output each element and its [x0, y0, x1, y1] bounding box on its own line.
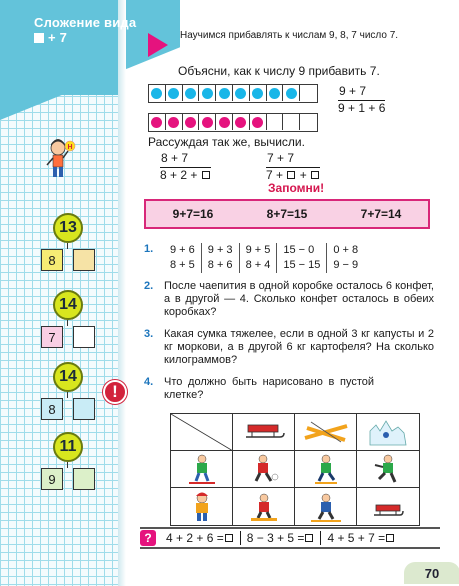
tree-top: 14 — [53, 290, 83, 320]
explain-text: Объясни, как к числу 9 прибавить 7. — [178, 64, 380, 78]
puzzle-cell — [233, 414, 295, 451]
calc-example-1 — [160, 151, 211, 183]
tree-stem — [67, 462, 68, 468]
number-tree-1 — [37, 213, 97, 273]
bead-icon — [202, 117, 213, 128]
snow-castle-icon — [366, 417, 410, 447]
answer-box — [305, 534, 313, 542]
calc-example-bottom: 8 + 2 + — [160, 168, 211, 183]
bead-cell — [199, 85, 216, 101]
bead-cell — [216, 114, 233, 130]
answer-box — [202, 171, 210, 179]
bead-icon — [168, 88, 179, 99]
calc-example-bottom: 7 + + — [266, 168, 320, 183]
bead-icon — [185, 88, 196, 99]
bottom-rule — [140, 547, 440, 549]
task-1-columns — [164, 243, 364, 273]
bead-cell — [300, 114, 317, 130]
task-1-column: 9 + 3 8 + 6 — [202, 243, 240, 273]
calc-prompt: Рассуждая так же, вычисли. — [148, 135, 305, 149]
puzzle-cell — [357, 451, 419, 488]
question-icon: ? — [140, 530, 156, 546]
section-subtitle — [34, 30, 136, 45]
puzzle-cell — [357, 414, 419, 451]
bead-icon — [269, 88, 280, 99]
bead-cell — [300, 85, 317, 101]
bottom-expression: 8 − 3 + 5 = — [241, 531, 322, 545]
skiing-kid-icon — [309, 491, 343, 523]
triangle-marker-icon — [148, 33, 168, 57]
puzzle-cell — [295, 414, 357, 451]
boy-icon — [187, 491, 217, 523]
task-text: Какая сумка тяжелее, если в одной 3 кг капусты и 2 кг моркови, а в другой 6 кг картофеля? На сколько килограммов? — [164, 328, 434, 366]
example-main — [338, 84, 385, 116]
task-1-column: 9 + 5 8 + 4 — [240, 243, 278, 273]
bead-cell — [233, 85, 250, 101]
task-1-column: 15 − 0 15 − 15 — [277, 243, 327, 273]
puzzle-cell — [233, 488, 295, 525]
puzzle-cell — [171, 488, 233, 525]
bead-cell — [233, 114, 250, 130]
bead-cell — [267, 114, 284, 130]
bead-icon — [219, 117, 230, 128]
answer-box — [225, 534, 233, 542]
task-number: 3. — [144, 328, 154, 340]
square-box-icon — [34, 33, 44, 43]
bead-icon — [235, 117, 246, 128]
number-tree-2 — [37, 290, 97, 350]
bead-cell — [183, 114, 200, 130]
bead-cell — [250, 85, 267, 101]
bead-cell — [183, 85, 200, 101]
task-1-column: 0 + 8 9 − 9 — [333, 244, 359, 271]
tree-left-cell: 7 — [41, 326, 63, 348]
example-main-bottom: 9 + 1 + 6 — [338, 101, 386, 115]
section-subtitle-text: + 7 — [48, 30, 68, 45]
bead-cell — [166, 114, 183, 130]
fact: 8+7=15 — [266, 207, 308, 221]
bead-icon — [151, 117, 162, 128]
number-tree-3 — [37, 362, 97, 422]
puzzle-cell — [295, 488, 357, 525]
bead-row-1 — [148, 84, 318, 103]
bead-icon — [202, 88, 213, 99]
section-title — [34, 15, 136, 45]
tree-right-cell — [73, 398, 95, 420]
puzzle-cell — [357, 488, 419, 525]
calc-example-2 — [266, 151, 320, 183]
task-3 — [144, 328, 434, 367]
tree-right-cell — [73, 468, 95, 490]
puzzle-cell-empty — [171, 414, 233, 451]
puzzle-cell — [233, 451, 295, 488]
tree-stem — [67, 243, 68, 249]
bead-cell — [250, 114, 267, 130]
section-title-text: Сложение вида — [34, 15, 137, 30]
bottom-expression: 4 + 5 + 7 = — [321, 531, 401, 545]
bead-icon — [235, 88, 246, 99]
tree-right-cell — [73, 326, 95, 348]
main-content — [140, 0, 450, 586]
bead-icon — [286, 88, 297, 99]
bead-icon — [252, 88, 263, 99]
bead-icon — [252, 117, 263, 128]
calc-example-top: 8 + 7 — [160, 151, 211, 168]
fact: 9+7=16 — [172, 207, 214, 221]
sledding-kid-icon — [247, 491, 281, 523]
bead-cell — [149, 85, 166, 101]
margin-edge — [118, 0, 126, 586]
answer-box — [311, 171, 319, 179]
page-number: 70 — [404, 562, 459, 584]
example-main-top: 9 + 7 — [338, 84, 385, 101]
bead-row-2 — [148, 113, 318, 132]
bead-cell — [267, 85, 284, 101]
number-tree-4 — [37, 432, 97, 492]
task-number: 4. — [144, 376, 154, 388]
tree-left-cell: 8 — [41, 398, 63, 420]
task-number: 1. — [144, 243, 154, 255]
puzzle-cell — [295, 451, 357, 488]
puzzle-cell — [171, 451, 233, 488]
fact: 7+7=14 — [360, 207, 402, 221]
tree-stem — [67, 392, 68, 398]
warning-icon: ! — [103, 380, 127, 404]
tree-top: 14 — [53, 362, 83, 392]
remember-label: Запомни! — [268, 181, 325, 195]
picture-puzzle-grid — [170, 413, 420, 526]
snowball-kid-icon — [249, 453, 279, 485]
tree-left-cell: 8 — [41, 249, 63, 271]
bead-rows — [148, 84, 318, 142]
mascot-badge: Н — [67, 144, 73, 151]
tree-right-cell — [73, 249, 95, 271]
intro-text: Научимся прибавлять к числам 9, 8, 7 число 7. — [180, 30, 399, 41]
answer-box — [386, 534, 394, 542]
task-text: Что должно быть нарисовано в пустой клетке? — [164, 376, 374, 401]
task-text: После чаепития в одной коробке осталось 6 конфет, а в другой — 4. Сколько конфет осталось в обеих коробках? — [164, 280, 434, 318]
tree-top: 13 — [53, 213, 83, 243]
skier-icon — [187, 453, 217, 485]
task-number: 2. — [144, 280, 154, 292]
bottom-expression: 4 + 2 + 6 = — [160, 531, 241, 545]
bead-cell — [216, 85, 233, 101]
bead-cell — [283, 85, 300, 101]
skater-icon — [373, 453, 403, 485]
sled-icon — [242, 419, 286, 445]
bead-cell — [166, 85, 183, 101]
calc-example-top: 7 + 7 — [266, 151, 320, 168]
bead-icon — [185, 117, 196, 128]
mascot-kid-icon — [46, 138, 76, 182]
sled-icon — [372, 491, 404, 523]
facts-box — [144, 199, 430, 229]
bead-icon — [219, 88, 230, 99]
bead-cell — [199, 114, 216, 130]
bead-cell — [283, 114, 300, 130]
task-2 — [144, 280, 434, 319]
bead-cell — [149, 114, 166, 130]
tree-stem — [67, 320, 68, 326]
bottom-exercises — [140, 528, 450, 548]
bead-icon — [168, 117, 179, 128]
bead-icon — [151, 88, 162, 99]
skis-icon — [301, 420, 351, 444]
skating-kid-icon — [311, 453, 341, 485]
tree-left-cell: 9 — [41, 468, 63, 490]
tree-top: 11 — [53, 432, 83, 462]
task-1-column: 9 + 6 8 + 5 — [164, 243, 202, 273]
task-4 — [144, 376, 374, 402]
answer-box — [287, 171, 295, 179]
